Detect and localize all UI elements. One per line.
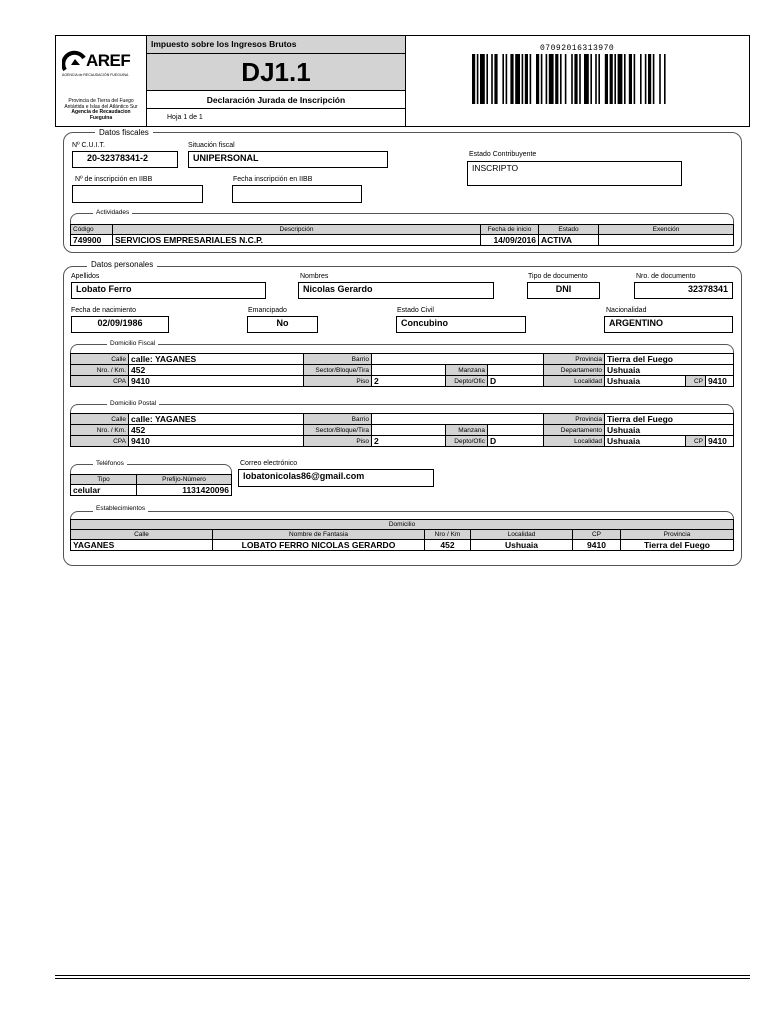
localidad-label: Localidad bbox=[544, 376, 605, 387]
cp-value: 9410 bbox=[706, 436, 734, 447]
barrio-label: Barrio bbox=[304, 354, 372, 365]
estado-civil-field: Concubino bbox=[396, 316, 526, 333]
correo-field: lobatonicolas86@gmail.com bbox=[238, 469, 434, 487]
estado-civil-label: Estado Civil bbox=[397, 307, 434, 314]
nro-label: Nro. / Km. bbox=[71, 365, 129, 376]
domicilio-postal-table bbox=[70, 413, 734, 447]
fiscal-section-title: Datos fiscales bbox=[95, 128, 153, 137]
iibb-fecha-field bbox=[232, 185, 362, 203]
actividad-codigo: 749900 bbox=[71, 235, 113, 246]
col-domicilio: Domicilio bbox=[71, 520, 734, 530]
actividades-header-row bbox=[71, 225, 734, 235]
aref-logo bbox=[62, 48, 144, 82]
sector-label: Sector/Bloque/Tira bbox=[304, 425, 372, 436]
nro-label: Nro. / Km. bbox=[71, 425, 129, 436]
cpa-label: CPA bbox=[71, 376, 129, 387]
col-prefijo-numero: Prefijo-Número bbox=[137, 475, 232, 485]
sector-value bbox=[372, 365, 446, 376]
domicilio-fiscal-title: Domicilio Fiscal bbox=[107, 340, 158, 347]
manzana-label: Manzana bbox=[446, 425, 488, 436]
table-row bbox=[71, 425, 734, 436]
table-row bbox=[71, 540, 734, 551]
logo-text: AREF bbox=[86, 51, 131, 70]
tipo-doc-label: Tipo de documento bbox=[528, 273, 588, 280]
nro-doc-label: Nro. de documento bbox=[636, 273, 696, 280]
col-cp: CP bbox=[573, 530, 621, 540]
actividad-estado: ACTIVA bbox=[539, 235, 599, 246]
provincia-label: Provincia bbox=[544, 354, 605, 365]
table-row bbox=[71, 436, 734, 447]
form-title: Declaración Jurada de Inscripción bbox=[206, 95, 346, 105]
situacion-label: Situación fiscal bbox=[188, 142, 235, 149]
nombres-label: Nombres bbox=[300, 273, 329, 280]
nro-value: 452 bbox=[129, 425, 304, 436]
table-row bbox=[71, 485, 232, 496]
calle-label: Calle bbox=[71, 414, 129, 425]
calle-label: Calle bbox=[71, 354, 129, 365]
page-label-cell bbox=[146, 108, 406, 127]
barrio-value bbox=[372, 354, 544, 365]
telefonos-header-row bbox=[71, 475, 232, 485]
depto-label: Depto/Ofic bbox=[446, 376, 488, 387]
localidad-value: Ushuaia bbox=[605, 436, 686, 447]
domicilio-fiscal-table bbox=[70, 353, 734, 387]
est-calle: YAGANES bbox=[71, 540, 213, 551]
calle-value: calle: YAGANES bbox=[129, 414, 304, 425]
departamento-value: Ushuaia bbox=[605, 365, 734, 376]
fecha-nac-label: Fecha de nacimiento bbox=[71, 307, 136, 314]
col-localidad: Localidad bbox=[471, 530, 573, 540]
departamento-label: Departamento bbox=[544, 425, 605, 436]
establecimientos-table bbox=[70, 519, 734, 551]
cp-label: CP bbox=[686, 436, 706, 447]
table-row bbox=[71, 235, 734, 246]
manzana-value bbox=[488, 425, 544, 436]
localidad-label: Localidad bbox=[544, 436, 605, 447]
est-nro: 452 bbox=[425, 540, 471, 551]
iibb-fecha-label: Fecha inscripción en IIBB bbox=[233, 176, 313, 183]
barcode-icon bbox=[472, 54, 730, 104]
tax-name-cell bbox=[146, 35, 406, 54]
barrio-label: Barrio bbox=[304, 414, 372, 425]
cuit-field: 20-32378341-2 bbox=[72, 151, 178, 168]
provincia-label: Provincia bbox=[544, 414, 605, 425]
depto-label: Depto/Ofic bbox=[446, 436, 488, 447]
emancipado-label: Emancipado bbox=[248, 307, 287, 314]
establecimientos-title: Establecimientos bbox=[93, 505, 148, 512]
logo-cell bbox=[55, 35, 147, 127]
col-descripcion: Descripción bbox=[113, 225, 481, 235]
piso-label: Piso bbox=[304, 376, 372, 387]
barrio-value bbox=[372, 414, 544, 425]
tax-name: Impuesto sobre los Ingresos Brutos bbox=[151, 39, 297, 49]
province-text: Provincia de Tierra del Fuego Antártida e Islas del Atlántico Sur Agencia de Recaudacion Fueguina bbox=[64, 98, 138, 121]
col-fecha-inicio: Fecha de inicio bbox=[481, 225, 539, 235]
telefono-tipo: celular bbox=[71, 485, 137, 496]
cpa-label: CPA bbox=[71, 436, 129, 447]
telefonos-title: Teléfonos bbox=[93, 460, 127, 467]
logo-subtext: AGENCIA de RECAUDACIÓN FUEGUINA bbox=[62, 73, 129, 77]
estado-contrib-label: Estado Contribuyente bbox=[469, 151, 537, 158]
form-code-cell bbox=[146, 53, 406, 91]
emancipado-field: No bbox=[247, 316, 318, 333]
est-cp: 9410 bbox=[573, 540, 621, 551]
manzana-label: Manzana bbox=[446, 365, 488, 376]
est-localidad: Ushuaia bbox=[471, 540, 573, 551]
piso-value: 2 bbox=[372, 376, 446, 387]
nacionalidad-label: Nacionalidad bbox=[606, 307, 647, 314]
est-provincia: Tierra del Fuego bbox=[621, 540, 734, 551]
form-title-cell bbox=[146, 90, 406, 109]
table-row bbox=[71, 354, 734, 365]
col-calle: Calle bbox=[71, 530, 213, 540]
depto-value: D bbox=[488, 376, 544, 387]
personales-section-title: Datos personales bbox=[87, 260, 157, 269]
col-estado: Estado bbox=[539, 225, 599, 235]
col-tipo: Tipo bbox=[71, 475, 137, 485]
depto-value: D bbox=[488, 436, 544, 447]
manzana-value bbox=[488, 365, 544, 376]
table-row bbox=[71, 376, 734, 387]
cp-value: 9410 bbox=[706, 376, 734, 387]
apellidos-field: Lobato Ferro bbox=[71, 282, 266, 299]
cp-label: CP bbox=[686, 376, 706, 387]
actividad-fecha: 14/09/2016 bbox=[481, 235, 539, 246]
establecimientos-group-row bbox=[71, 520, 734, 530]
nro-value: 452 bbox=[129, 365, 304, 376]
cuit-label: Nº C.U.I.T. bbox=[72, 142, 105, 149]
footer-rule bbox=[55, 975, 750, 979]
tipo-doc-field: DNI bbox=[527, 282, 600, 299]
apellidos-label: Apellidos bbox=[71, 273, 100, 280]
piso-value: 2 bbox=[372, 436, 446, 447]
actividades-table bbox=[70, 224, 734, 246]
sector-label: Sector/Bloque/Tira bbox=[304, 365, 372, 376]
domicilio-postal-title: Domicilio Postal bbox=[107, 400, 159, 407]
col-nro-km: Nro / Km bbox=[425, 530, 471, 540]
col-exencion: Exención bbox=[599, 225, 734, 235]
cpa-value: 9410 bbox=[129, 436, 304, 447]
localidad-value: Ushuaia bbox=[605, 376, 686, 387]
form-code: DJ1.1 bbox=[241, 57, 311, 87]
actividad-exencion bbox=[599, 235, 734, 246]
correo-label: Correo electrónico bbox=[240, 460, 298, 467]
fecha-nac-field: 02/09/1986 bbox=[71, 316, 169, 333]
nro-doc-field: 32378341 bbox=[634, 282, 733, 299]
nacionalidad-field: ARGENTINO bbox=[604, 316, 733, 333]
est-nombre: LOBATO FERRO NICOLAS GERARDO bbox=[213, 540, 425, 551]
departamento-label: Departamento bbox=[544, 365, 605, 376]
iibb-num-field bbox=[72, 185, 203, 203]
departamento-value: Ushuaia bbox=[605, 425, 734, 436]
col-nombre-fantasia: Nombre de Fantasia bbox=[213, 530, 425, 540]
telefonos-table bbox=[70, 474, 232, 496]
establecimientos-header-row bbox=[71, 530, 734, 540]
estado-contrib-field: INSCRIPTO bbox=[467, 161, 682, 186]
iibb-num-label: Nº de inscripción en IIBB bbox=[75, 176, 153, 183]
sector-value bbox=[372, 425, 446, 436]
cpa-value: 9410 bbox=[129, 376, 304, 387]
provincia-value: Tierra del Fuego bbox=[605, 414, 734, 425]
table-row bbox=[71, 414, 734, 425]
nombres-field: Nicolas Gerardo bbox=[298, 282, 494, 299]
calle-value: calle: YAGANES bbox=[129, 354, 304, 365]
provincia-value: Tierra del Fuego bbox=[605, 354, 734, 365]
col-codigo: Código bbox=[71, 225, 113, 235]
barcode-number: 07092016313970 bbox=[540, 44, 615, 53]
piso-label: Piso bbox=[304, 436, 372, 447]
situacion-field: UNIPERSONAL bbox=[188, 151, 388, 168]
actividad-descripcion: SERVICIOS EMPRESARIALES N.C.P. bbox=[113, 235, 481, 246]
col-provincia: Provincia bbox=[621, 530, 734, 540]
actividades-title: Actividades bbox=[93, 209, 132, 216]
table-row bbox=[71, 365, 734, 376]
telefono-numero: 1131420096 bbox=[137, 485, 232, 496]
page-label: Hoja 1 de 1 bbox=[167, 114, 203, 121]
